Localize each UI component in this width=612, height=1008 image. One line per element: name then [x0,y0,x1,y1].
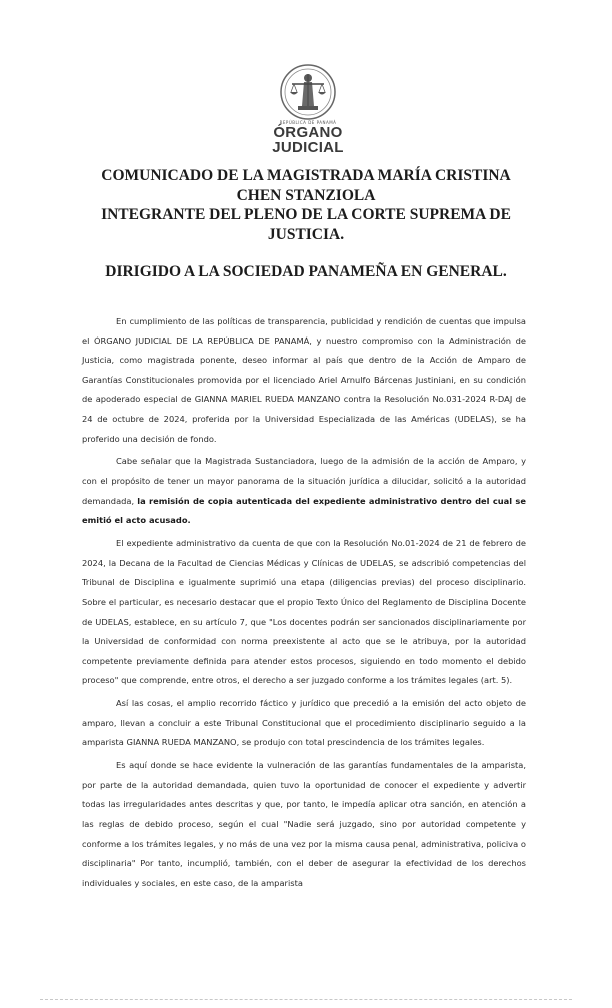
title-line-3: DIRIGIDO A LA SOCIEDAD PANAMEÑA EN GENERAL. [105,263,507,280]
brand-organo: ÓRGANO [273,124,343,141]
paragraph-2-emphasis: la remisión de copia autenticada del expediente administrativo dentro del cual se emitió el acto acusado. [82,495,526,526]
title-line-1: COMUNICADO DE LA MAGISTRADA MARÍA CRISTINA CHEN STANZIOLA [101,167,511,204]
brand-judicial: JUDICIAL [272,139,344,156]
paragraph-2-text: Cabe señalar que la Magistrada Sustanciadora, luego de la admisión de la acción de Amparo, y con el propósito de tener un mayor panorama de la situación jurídica a dilucidar, solicitó a la autoridad demandada, [82,456,526,506]
seal-caption: REPÚBLICA DE PANAMÁ [279,120,337,125]
paragraph-5: Es aquí donde se hace evidente la vulneración de las garantías fundamentales de la amparista, por parte de la autoridad demandada, quien tuvo la oportunidad de conocer el expediente y advertir todas las irregularidades antes descritas y que, por tanto, le impedía aplicar otra sanción, en atención a las reglas de debido proceso, según el cual "Nadie será juzgado, sino por autoridad competente y conforme a los trámites legales, y no más de una vez por la misma causa penal, administrativa, policiva o disciplinaria" Por tanto, incumplió, también, con el deber de asegurar la efectividad de los derechos individuales y sociales, en este caso, de la amparista [82,760,526,888]
paragraph-1: En cumplimiento de las políticas de transparencia, publicidad y rendición de cuentas que impulsa el ÓRGANO JUDICIAL DE LA REPÚBLICA DE PANAMÁ, y nuestro compromiso con la Administración de Justicia, como magistrada ponente, deseo informar al país que dentro de la Acción de Amparo de Garantías Constitucionales promovida por el licenciado Ariel Arnulfo Bárcenas Justiniani, en su condición de apoderado especial de GIANNA MARIEL RUEDA MANZANO contra la Resolución No.031-2024 R-DAJ de 24 de octubre de 2024, proferida por la Universidad Especializada de las Américas (UDELAS), se ha proferido una decisión de fondo. [82,316,526,444]
paragraph-4: Así las cosas, el amplio recorrido fáctico y jurídico que precedió a la emisión del acto objeto de amparo, llevan a concluir a este Tribunal Constitucional que el procedimiento disciplinario seguido a la amparista GIANNA RUEDA MANZANO, se produjo con total prescindencia de los trámites legales. [82,698,526,748]
communique-body [82,312,526,897]
organo-judicial-logo [258,62,358,155]
paragraph-2 [82,452,526,530]
title-line-2: INTEGRANTE DEL PLENO DE LA CORTE SUPREMA DE JUSTICIA. [101,206,511,243]
page-bottom-divider [40,999,572,1000]
scales-of-justice-seal-icon [278,62,338,122]
paragraph-3: El expediente administrativo da cuenta de que con la Resolución No.01-2024 de 21 de febrero de 2024, la Decana de la Facultad de Ciencias Médicas y Clínicas de UDELAS, se adscribió competencias del Tribunal de Disciplina e igualmente suprimió una etapa (diligencias previas) del proceso disciplinario. Sobre el particular, es necesario destacar que el propio Texto Único del Reglamento de Disciplina Docente de UDELAS, establece, en su artículo 7, que "Los docentes podrán ser sancionados disciplinariamente por la Universidad de conformidad con norma preexistente al acto que se le atribuya, por la autoridad competente previamente definida para atender estos procesos, siguiendo en todo momento el debido proceso" que comprende, entre otros, el derecho a ser juzgado conforme a los trámites legales (art. 5). [82,538,526,686]
